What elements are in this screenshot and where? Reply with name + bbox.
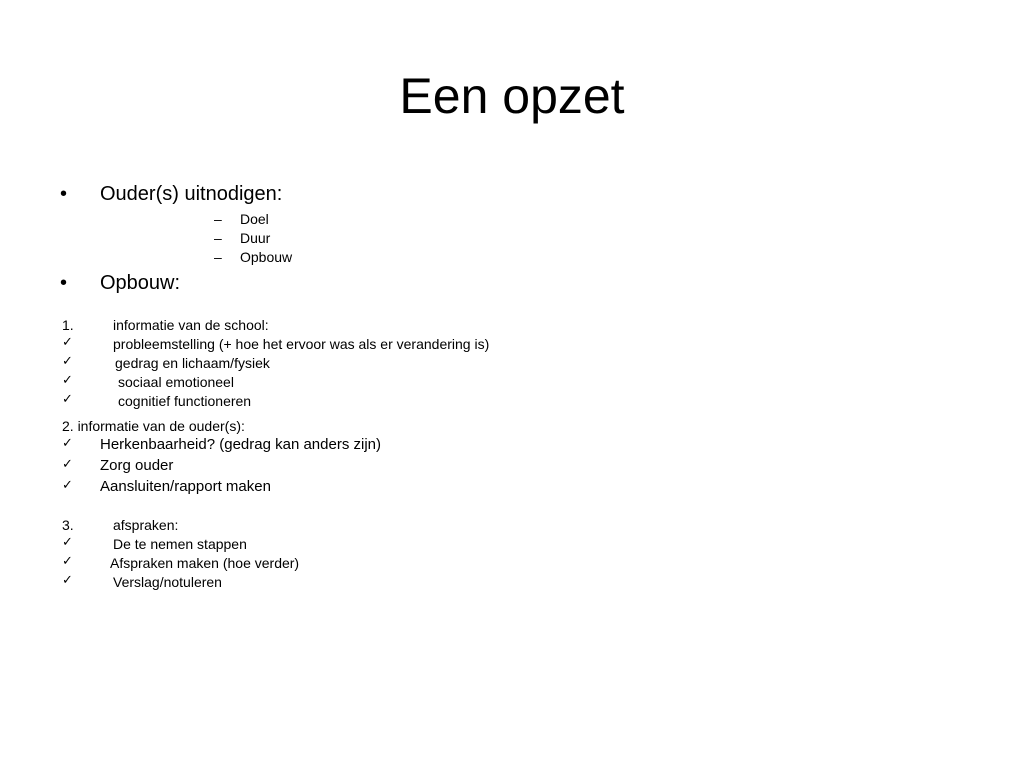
dash-marker: – [214, 211, 222, 227]
check-icon: ✓ [62, 354, 73, 369]
section-heading-afspraken: afspraken: [113, 517, 179, 533]
bullet-ouders-uitnodigen: Ouder(s) uitnodigen: [100, 183, 283, 205]
list-item: probleemstelling (+ hoe het ervoor was als er verandering is) [113, 336, 490, 352]
check-icon: ✓ [62, 535, 73, 550]
sub-item-opbouw: Opbouw [240, 249, 293, 265]
list-item: Herkenbaarheid? (gedrag kan anders zijn) [100, 436, 382, 453]
list-item: sociaal emotioneel [118, 374, 234, 390]
list-item: Zorg ouder [100, 457, 174, 474]
check-icon: ✓ [62, 554, 73, 569]
section-number: 3. [62, 517, 74, 533]
slide-title: Een opzet [399, 68, 625, 124]
check-icon: ✓ [62, 436, 73, 451]
check-icon: ✓ [62, 573, 73, 588]
dash-marker: – [214, 230, 222, 246]
list-item: gedrag en lichaam/fysiek [115, 355, 270, 371]
check-icon: ✓ [62, 457, 73, 472]
list-item: Afspraken maken (hoe verder) [110, 555, 300, 571]
section-heading-school: informatie van de school: [113, 317, 269, 333]
list-item: cognitief functioneren [118, 393, 252, 409]
bullet-marker: • [60, 272, 68, 294]
check-icon: ✓ [62, 478, 73, 493]
bullet-marker: • [60, 183, 68, 205]
sub-item-duur: Duur [240, 230, 271, 246]
check-icon: ✓ [62, 392, 73, 407]
sub-item-doel: Doel [240, 211, 269, 227]
list-item: Aansluiten/rapport maken [100, 478, 271, 495]
check-icon: ✓ [62, 335, 73, 350]
section-number: 1. [62, 317, 74, 333]
check-icon: ✓ [62, 373, 73, 388]
bullet-opbouw: Opbouw: [100, 272, 181, 294]
list-item: Verslag/notuleren [113, 574, 222, 590]
dash-marker: – [214, 249, 222, 265]
list-item: De te nemen stappen [113, 536, 247, 552]
section-heading-ouders: 2. informatie van de ouder(s): [62, 418, 245, 434]
